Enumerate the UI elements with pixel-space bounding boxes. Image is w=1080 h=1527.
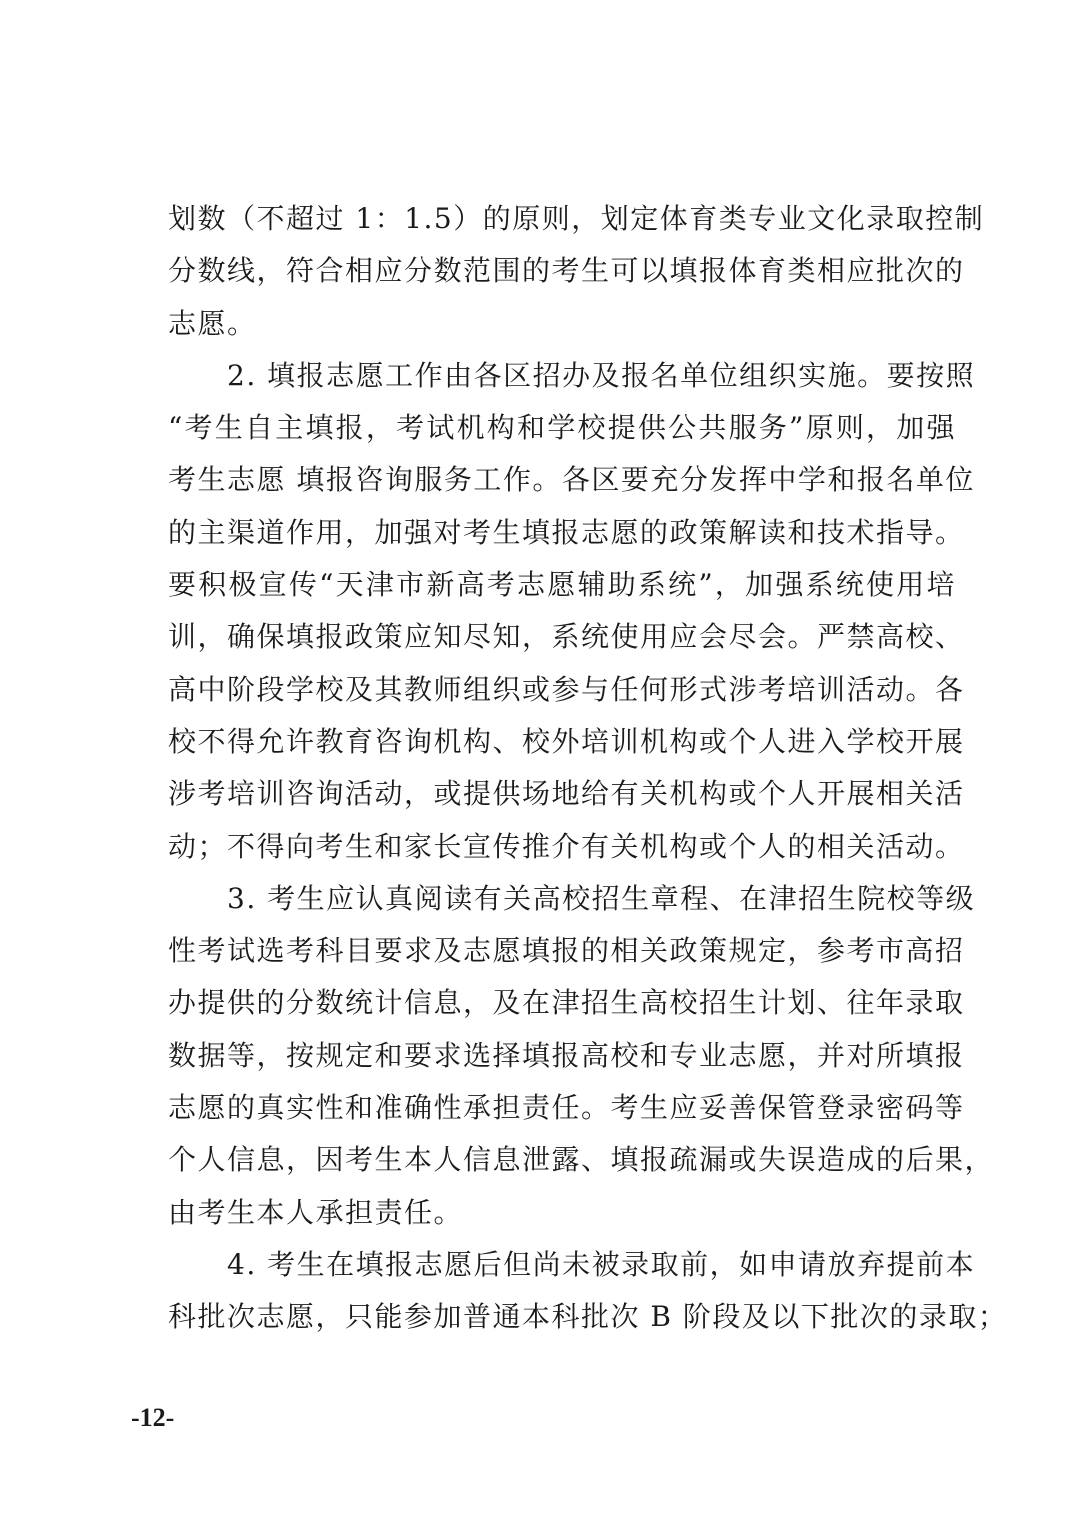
text-line: 考生志愿 填报咨询服务工作。各区要充分发挥中学和报名单位: [168, 463, 975, 497]
text-line: 办提供的分数统计信息，及在津招生高校招生计划、往年录取: [168, 986, 965, 1020]
text-line: 科批次志愿，只能参加普通本科批次 B 阶段及以下批次的录取；: [168, 1300, 1008, 1334]
text-line: “考生自主填报，考试机构和学校提供公共服务”原则，加强: [168, 411, 956, 445]
document-body: [168, 193, 1008, 1344]
text-line: 涉考培训咨询活动，或提供场地给有关机构或个人开展相关活: [168, 777, 965, 811]
text-line: 划数（不超过 1：1.5）的原则，划定体育类专业文化录取控制: [168, 202, 985, 235]
text-line: 志愿。: [168, 306, 257, 340]
text-line: 高中阶段学校及其教师组织或参与任何形式涉考培训活动。各: [168, 672, 965, 706]
text-line: 3. 考生应认真阅读有关高校招生章程、在津招生院校等级: [168, 881, 976, 915]
text-line: 分数线，符合相应分数范围的考生可以填报体育类相应批次的: [168, 254, 965, 288]
text-line: 校不得允许教育咨询机构、校外培训机构或个人进入学校开展: [168, 724, 965, 758]
text-line: 要积极宣传“天津市新高考志愿辅助系统”，加强系统使用培: [168, 568, 956, 602]
text-line: 个人信息，因考生本人信息泄露、填报疏漏或失误造成的后果，: [168, 1143, 995, 1177]
text-line: 4. 考生在填报志愿后但尚未被录取前，如申请放弃提前本: [168, 1247, 976, 1281]
text-line: 性考试选考科目要求及志愿填报的相关政策规定，参考市高招: [168, 934, 965, 968]
text-line: 志愿的真实性和准确性承担责任。考生应妥善保管登录密码等: [168, 1091, 965, 1125]
page-number: -12-: [131, 1403, 175, 1432]
text-line: 数据等，按规定和要求选择填报高校和专业志愿，并对所填报: [168, 1038, 965, 1072]
text-line: 由考生本人承担责任。: [168, 1195, 464, 1229]
text-line: 的主渠道作用，加强对考生填报志愿的政策解读和技术指导。: [168, 515, 965, 549]
text-line: 2. 填报志愿工作由各区招办及报名单位组织实施。要按照: [168, 358, 976, 392]
text-line: 动；不得向考生和家长宣传推介有关机构或个人的相关活动。: [168, 829, 965, 863]
text-line: 训，确保填报政策应知尽知，系统使用应会尽会。严禁高校、: [168, 620, 965, 654]
